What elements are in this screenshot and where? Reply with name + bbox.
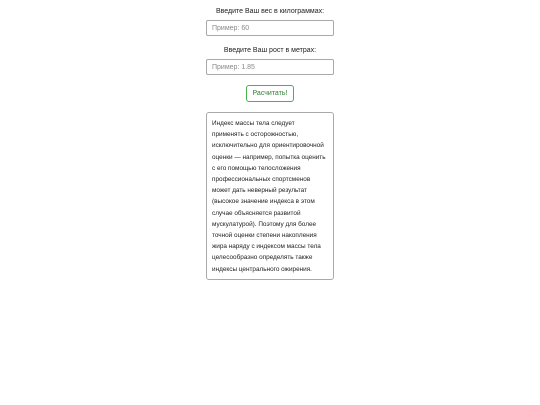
height-label: Введите Ваш рост в метрах: — [223, 47, 317, 54]
calculate-button[interactable]: Расчитать! — [246, 85, 295, 102]
bmi-info-text: Индекс массы тела следует применять с осторожностью, исключительно для ориентировочной оценки — например, попытка оценить с его помощью телосложения профессиональных спортсменов может дать неверный результат (высокое значение индекса в этом случае объясняется развитой мускулатурой). Поэтому для более точной оценки степени накопления жира наряду с индексом массы тела целесообразно определять также индексы центрального ожирения. — [206, 112, 334, 280]
weight-label: Введите Ваш вес в килограммах: — [215, 8, 325, 15]
height-input[interactable] — [206, 59, 334, 75]
weight-input[interactable] — [206, 20, 334, 36]
bmi-form — [206, 0, 334, 280]
